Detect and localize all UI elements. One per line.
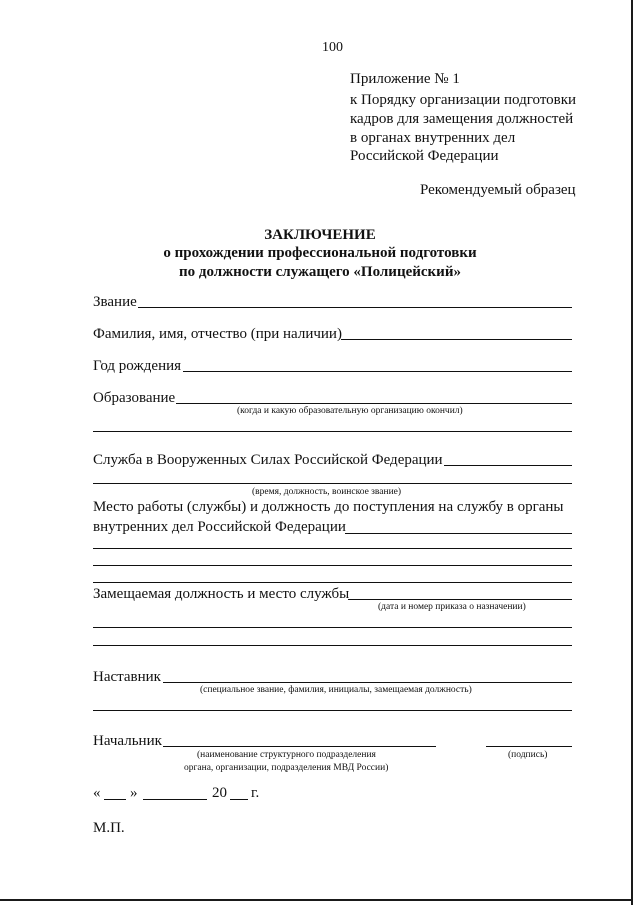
stamp-place-label: М.П. <box>93 820 125 836</box>
position-fill-line-2 <box>93 627 572 628</box>
page-edge-bottom <box>0 899 633 901</box>
military-service-label: Служба в Вооруженных Силах Российской Федерации <box>93 452 443 468</box>
birth-year-label: Год рождения <box>93 358 182 374</box>
date-year-fill-line <box>230 799 248 800</box>
workplace-fill-line-2 <box>93 548 572 549</box>
full-name-label: Фамилия, имя, отчество (при наличии) <box>93 326 342 342</box>
signature-hint: (подпись) <box>508 750 548 760</box>
position-hint: (дата и номер приказа о назначении) <box>378 602 526 612</box>
education-fill-line <box>176 403 572 404</box>
rank-fill-line <box>138 307 572 308</box>
chief-label: Начальник <box>93 733 162 749</box>
date-open-quote: « <box>93 785 101 801</box>
date-year-suffix: г. <box>251 785 260 801</box>
rank-label: Звание <box>93 294 137 310</box>
chief-fill-line <box>163 746 436 747</box>
appendix-line-5: Российской Федерации <box>350 148 499 164</box>
page-edge-right <box>631 0 633 905</box>
mentor-fill-line-2 <box>93 710 572 711</box>
signature-fill-line <box>486 746 572 747</box>
workplace-fill-line-3 <box>93 565 572 566</box>
mentor-label: Наставник <box>93 669 161 685</box>
appendix-line-1: Приложение № 1 <box>350 71 460 87</box>
date-month-fill-line <box>143 799 207 800</box>
page-number: 100 <box>322 40 343 55</box>
position-fill-line <box>348 599 572 600</box>
sample-label: Рекомендуемый образец <box>420 182 576 198</box>
chief-hint-line-2: органа, организации, подразделения МВД России) <box>184 763 389 773</box>
position-fill-line-3 <box>93 645 572 646</box>
workplace-label-line-1: Место работы (службы) и должность до поступления на службу в органы <box>93 499 564 515</box>
mentor-fill-line <box>163 682 572 683</box>
chief-hint-line-1: (наименование структурного подразделения <box>197 750 376 760</box>
workplace-label-line-2: внутренних дел Российской Федерации <box>93 519 346 535</box>
date-close-quote: » <box>130 785 138 801</box>
military-service-fill-line-2 <box>93 483 572 484</box>
document-subtitle-2: по должности служащего «Полицейский» <box>179 264 461 280</box>
birth-year-fill-line <box>183 371 572 372</box>
workplace-fill-line <box>345 533 572 534</box>
education-hint: (когда и какую образовательную организацию окончил) <box>237 406 463 416</box>
mentor-hint: (специальное звание, фамилия, инициалы, замещаемая должность) <box>200 685 472 695</box>
military-service-hint: (время, должность, воинское звание) <box>252 487 402 497</box>
date-year-prefix: 20 <box>212 785 227 801</box>
document-subtitle-1: о прохождении профессиональной подготовки <box>163 245 477 261</box>
position-label: Замещаемая должность и место службы <box>93 586 350 602</box>
appendix-line-2: к Порядку организации подготовки <box>350 92 577 108</box>
full-name-fill-line <box>341 339 572 340</box>
education-fill-line-2 <box>93 431 572 432</box>
appendix-line-3: кадров для замещения должностей <box>350 111 574 127</box>
military-service-fill-line <box>444 465 572 466</box>
education-label: Образование <box>93 390 176 406</box>
appendix-line-4: в органах внутренних дел <box>350 130 516 146</box>
date-day-fill-line <box>104 799 126 800</box>
workplace-fill-line-4 <box>93 582 572 583</box>
document-title: ЗАКЛЮЧЕНИЕ <box>264 227 376 243</box>
